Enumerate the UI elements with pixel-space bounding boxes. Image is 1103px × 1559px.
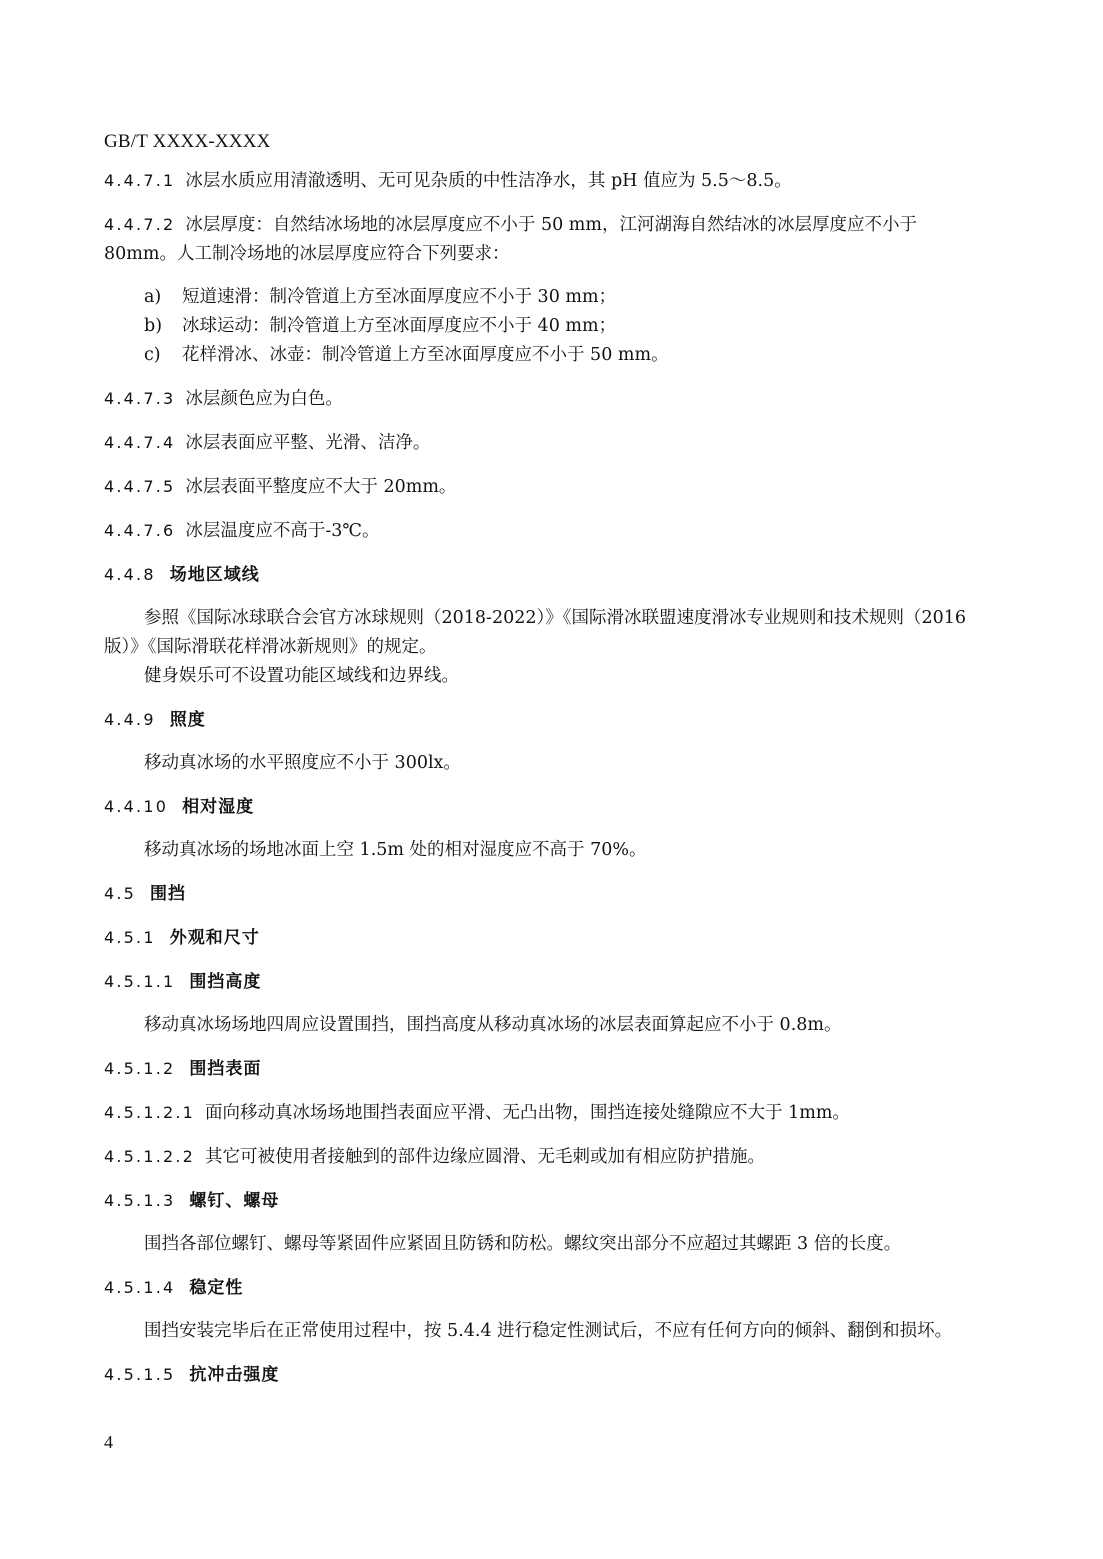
document-body — [104, 166, 974, 1390]
section-number: 4.5 — [104, 884, 137, 903]
clause-text: 冰层颜色应为白色。 — [185, 389, 343, 409]
section-number: 4.5.1.1 — [104, 972, 176, 991]
clause-text: 冰层表面应平整、光滑、洁净。 — [185, 433, 431, 453]
clause-4-5-1-2-2 — [104, 1142, 974, 1172]
body-paragraph: 围挡安装完毕后在正常使用过程中，按 5.4.4 进行稳定性测试后，不应有任何方向的倾斜、翻倒和损坏。 — [144, 1321, 953, 1341]
clause-number: 4.5.1.2.2 — [104, 1147, 196, 1166]
clause-text: 冰层温度应不高于-3℃。 — [185, 521, 380, 541]
section-title: 场地区域线 — [169, 565, 260, 585]
list-marker: a) — [144, 287, 162, 307]
list-marker: b) — [144, 316, 163, 336]
clause-4-4-7-4 — [104, 428, 974, 458]
section-title: 外观和尺寸 — [169, 928, 260, 948]
section-number: 4.5.1.2 — [104, 1059, 176, 1078]
clause-text: 其它可被使用者接触到的部件边缘应圆滑、无毛刺或加有相应防护措施。 — [205, 1147, 766, 1167]
section-number: 4.4.8 — [104, 565, 156, 584]
section-number: 4.5.1.4 — [104, 1278, 176, 1297]
section-number: 4.5.1 — [104, 928, 156, 947]
clause-text: 面向移动真冰场场地围挡表面应平滑、无凸出物，围挡连接处缝隙应不大于 1mm。 — [205, 1103, 850, 1123]
section-title: 围挡表面 — [189, 1059, 262, 1079]
clause-number: 4.4.7.4 — [104, 433, 176, 452]
clause-number: 4.5.1.2.1 — [104, 1103, 196, 1122]
list-item-text: 短道速滑：制冷管道上方至冰面厚度应不小于 30 mm； — [182, 287, 617, 307]
clause-text: 冰层水质应用清澈透明、无可见杂质的中性洁净水，其 pH 值应为 5.5～8.5。 — [185, 171, 792, 191]
clause-4-4-7-3 — [104, 384, 974, 414]
body-paragraph: 健身娱乐可不设置功能区域线和边界线。 — [144, 666, 459, 686]
clause-number: 4.4.7.2 — [104, 215, 176, 234]
section-title: 围挡高度 — [189, 972, 262, 992]
section-number: 4.5.1.3 — [104, 1191, 176, 1210]
section-title: 抗冲击强度 — [189, 1365, 280, 1385]
list-item — [104, 283, 974, 312]
section-number: 4.4.9 — [104, 710, 156, 729]
section-title: 稳定性 — [189, 1278, 244, 1298]
body-paragraph: 围挡各部位螺钉、螺母等紧固件应紧固且防锈和防松。螺纹突出部分不应超过其螺距 3 倍的长度。 — [144, 1234, 902, 1254]
clause-number: 4.4.7.5 — [104, 477, 176, 496]
list-item — [104, 312, 974, 341]
section-title: 照度 — [169, 710, 206, 730]
section-heading-4-5-1-1 — [104, 967, 974, 997]
section-heading-4-5-1-4 — [104, 1273, 974, 1303]
clause-4-5-1-2-1 — [104, 1098, 974, 1128]
section-heading-4-5-1-2 — [104, 1054, 974, 1084]
section-title: 相对湿度 — [182, 797, 255, 817]
section-number: 4.5.1.5 — [104, 1365, 176, 1384]
section-heading-4-5-1-5 — [104, 1360, 974, 1390]
section-title: 螺钉、螺母 — [189, 1191, 280, 1211]
section-heading-4-5-1-3 — [104, 1186, 974, 1216]
clause-number: 4.4.7.1 — [104, 171, 176, 190]
section-number: 4.4.10 — [104, 797, 169, 816]
clause-number: 4.4.7.3 — [104, 389, 176, 408]
clause-4-4-7-1 — [104, 166, 974, 196]
list-item-text: 冰球运动：制冷管道上方至冰面厚度应不小于 40 mm； — [182, 316, 617, 336]
section-heading-4-4-10 — [104, 792, 974, 822]
clause-4-4-7-5 — [104, 472, 974, 502]
body-paragraph: 参照《国际冰球联合会官方冰球规则（2018-2022）》《国际滑冰联盟速度滑冰专业规则和技术规则（2016 版）》《国际滑联花样滑冰新规则》的规定。 — [104, 608, 967, 657]
body-paragraph: 移动真冰场的水平照度应不小于 300lx。 — [144, 753, 461, 773]
clause-text: 冰层表面平整度应不大于 20mm。 — [185, 477, 457, 497]
body-paragraph: 移动真冰场场地四周应设置围挡，围挡高度从移动真冰场的冰层表面算起应不小于 0.8m。 — [144, 1015, 842, 1035]
page-number: 4 — [104, 1432, 113, 1452]
clause-4-4-7-6 — [104, 516, 974, 546]
body-paragraph: 移动真冰场的场地冰面上空 1.5m 处的相对湿度应不高于 70%。 — [144, 840, 647, 860]
clause-4-4-7-2 — [104, 210, 974, 269]
ice-thickness-list — [104, 283, 974, 370]
clause-number: 4.4.7.6 — [104, 521, 176, 540]
section-title: 围挡 — [150, 884, 187, 904]
section-heading-4-4-8 — [104, 560, 974, 590]
list-item-text: 花样滑冰、冰壶：制冷管道上方至冰面厚度应不小于 50 mm。 — [182, 345, 669, 365]
section-heading-4-4-9 — [104, 705, 974, 735]
clause-text: 冰层厚度：自然结冰场地的冰层厚度应不小于 50 mm，江河湖海自然结冰的冰层厚度应不小于 80mm。人工制冷场地的冰层厚度应符合下列要求： — [104, 215, 917, 264]
standard-code-header: GB/T XXXX-XXXX — [104, 131, 271, 152]
list-item — [104, 341, 974, 370]
list-marker: c) — [144, 345, 161, 365]
section-heading-4-5 — [104, 879, 974, 909]
section-heading-4-5-1 — [104, 923, 974, 953]
